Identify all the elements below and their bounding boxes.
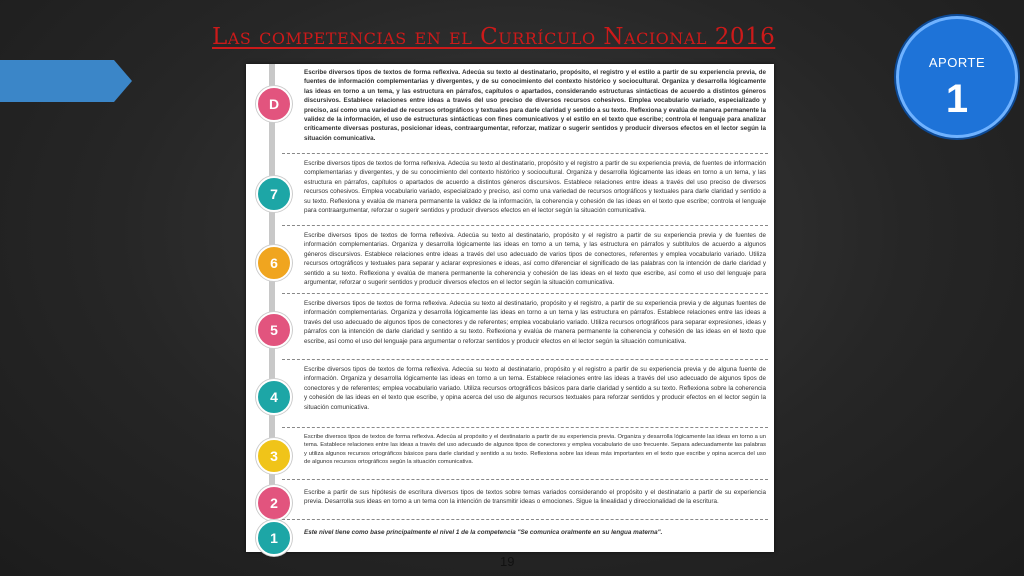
level-badge: 3 bbox=[256, 438, 292, 474]
badge-label: APORTE bbox=[928, 55, 986, 70]
level-description: Escribe diversos tipos de textos de forma reflexiva. Adecúa su texto al destinatario, propósito y el registro a partir de su experiencia previa y de fuentes de información complementarias. Organiza y desarrolla lógicamente las ideas en torno a un tema, y las estructura en párrafos y subtítulos de acuerdo a algunos géneros discursivos. Establece relaciones entre ideas a través del uso adecuado de varios tipos de conectores, referentes y emplea vocabulario variado. Utiliza recursos ortográficos y textuales para separar y aclarar expresiones e ideas, así como diferenciar el significado de las palabras con la intención de darle claridad y sentido a su texto. Reflexiona y evalúa de manera permanente la coherencia y cohesión de las ideas en el texto que escribe, así como el uso del lenguaje para argumentar, reforzar o sugerir sentidos y producir diversos efectos en el lector según la situación comunicativa. bbox=[304, 232, 766, 287]
level-badge: 6 bbox=[256, 245, 292, 281]
level-description: Escribe diversos tipos de textos de forma reflexiva. Adecúa su texto al destinatario, propósito y el registro a partir de su experiencia previa y de alguna fuente de información. Organiza y desarrolla lógicamente las ideas en torno a un tema. Establece relaciones entre las ideas a través del uso adecuado de algunos tipos de conectores y de referentes; emplea vocabulario variado. Utiliza recursos ortográficos básicos para darle claridad y sentido a su texto. Reflexiona sobre la coherencia y cohesión de las ideas en el texto que escribe, y opina acerca del uso de algunos recursos textuales para reforzar sentidos y producir efectos en el lector según la situación comunicativa. bbox=[304, 366, 766, 411]
decorative-arrow bbox=[0, 60, 132, 102]
level-divider bbox=[282, 519, 768, 520]
level-badge: 4 bbox=[256, 379, 292, 415]
level-row-7 bbox=[246, 156, 774, 226]
level-divider bbox=[282, 225, 768, 226]
level-description: Escribe diversos tipos de textos de forma reflexiva. Adecúa su texto al destinatario, propósito, el registro y el estilo a partir de su experiencia previa, de fuentes de información complementarias y divergentes, y de su conocimiento del contexto histórico y sociocultural. Organiza y desarrolla lógicamente las ideas en torno a un tema, y las estructura en párrafos, capítulos o apartados, considerando estructuras sintácticas de acuerdo a distintos géneros discursivos. Establece relaciones entre ideas a través del uso preciso de diversos recursos cohesivos. Emplea vocabulario variado, especializado y preciso, así como una variedad de recursos ortográficos y textuales para darle claridad y sentido a su texto. Reflexiona y evalúa de manera permanente la validez de la información, el uso de estructuras sintácticas con fines comunicativos y el estilo en el texto que escribe; controla el lenguaje para analizar críticamente diversas posturas, posicionar ideas, contraargumentar, reforzar, matizar o sugerir sentidos y producir diversos efectos en el lector según la situación comunicativa. bbox=[304, 69, 766, 142]
level-badge: D bbox=[256, 86, 292, 122]
page-number: 19 bbox=[500, 554, 515, 569]
level-divider bbox=[282, 359, 768, 360]
level-badge: 1 bbox=[256, 520, 292, 556]
level-row-6 bbox=[246, 228, 774, 294]
level-row-2 bbox=[246, 482, 774, 520]
level-description: Escribe a partir de sus hipótesis de escritura diversos tipos de textos sobre temas variados considerando el propósito y el destinatario a partir de su experiencia previa. Desarrolla sus ideas en torno a un tema con la intención de transmitir ideas o emociones. Sigue la linealidad y direccionalidad de la escritura. bbox=[304, 489, 766, 506]
level-description: Escribe diversos tipos de textos de forma reflexiva. Adecúa su texto al destinatario, propósito y el registro, a partir de su experiencia previa y de algunas fuentes de información complementarias. Organiza y desarrolla lógicamente las ideas en torno a un tema y las estructura en párrafos. Establece relaciones entre las ideas a través del uso adecuado de algunos tipos de conectores y de referentes; emplea vocabulario variado. Utiliza recursos ortográficos para separar expresiones, ideas y párrafos con la intención de darle claridad y sentido a su texto. Reflexiona y evalúa de manera permanente la coherencia y cohesión de las ideas en el texto que escribe, así como el uso del lenguaje para argumentar o reforzar sentidos y producir efectos en el lector según la situación comunicativa. bbox=[304, 300, 766, 345]
level-row-1 bbox=[246, 522, 774, 552]
level-badge: 5 bbox=[256, 312, 292, 348]
slide-title: Las competencias en el Currículo Nacional 2016 bbox=[212, 24, 776, 50]
level-divider bbox=[282, 293, 768, 294]
level-row-d bbox=[246, 64, 774, 154]
level-row-3 bbox=[246, 430, 774, 480]
level-description: Escribe diversos tipos de textos de forma reflexiva. Adecúa al propósito y el destinatario a partir de su experiencia previa. Organiza y desarrolla lógicamente las ideas en torno a un tema. Establece relaciones entre las ideas a través del uso adecuado de algunos tipos de conectores y emplea vocabulario de uso frecuente. Separa adecuadamente las palabras y utiliza algunos recursos ortográficos básicos para darle claridad y sentido a su texto. Reflexiona sobre las ideas más importantes en el texto que escribe y opina acerca del uso de algunos recursos ortográficos según la situación comunicativa. bbox=[304, 434, 766, 466]
level-divider bbox=[282, 153, 768, 154]
level-description: Este nivel tiene como base principalmente el nivel 1 de la competencia "Se comunica oralmente en su lengua materna". bbox=[304, 529, 663, 536]
level-badge: 2 bbox=[256, 485, 292, 521]
level-row-5 bbox=[246, 296, 774, 360]
level-row-4 bbox=[246, 362, 774, 428]
level-divider bbox=[282, 427, 768, 428]
aporte-badge bbox=[896, 16, 1018, 138]
level-description: Escribe diversos tipos de textos de forma reflexiva. Adecúa su texto al destinatario, propósito y el registro a partir de su experiencia previa, de fuentes de información complementarias y divergentes, y de su conocimiento del contexto histórico y sociocultural. Organiza y desarrolla lógicamente las ideas en torno a un tema, y las estructura en párrafos, capítulos o apartados de acuerdo a distintos géneros discursivos. Establece relaciones entre ideas a través del uso preciso de diversos recursos cohesivos. Emplea vocabulario variado, especializado y preciso, así como una variedad de recursos ortográficos y textuales para darle claridad y sentido a su texto. Reflexiona y evalúa de manera permanente la validez de la información, la coherencia y cohesión de las ideas en el texto que escribe; controla el lenguaje para contraargumentar, reforzar o sugerir sentidos y producir diversos efectos en el lector según la situación comunicativa. bbox=[304, 160, 766, 215]
curriculum-document bbox=[246, 64, 774, 552]
badge-number: 1 bbox=[945, 77, 969, 121]
level-divider bbox=[282, 479, 768, 480]
level-badge: 7 bbox=[256, 176, 292, 212]
